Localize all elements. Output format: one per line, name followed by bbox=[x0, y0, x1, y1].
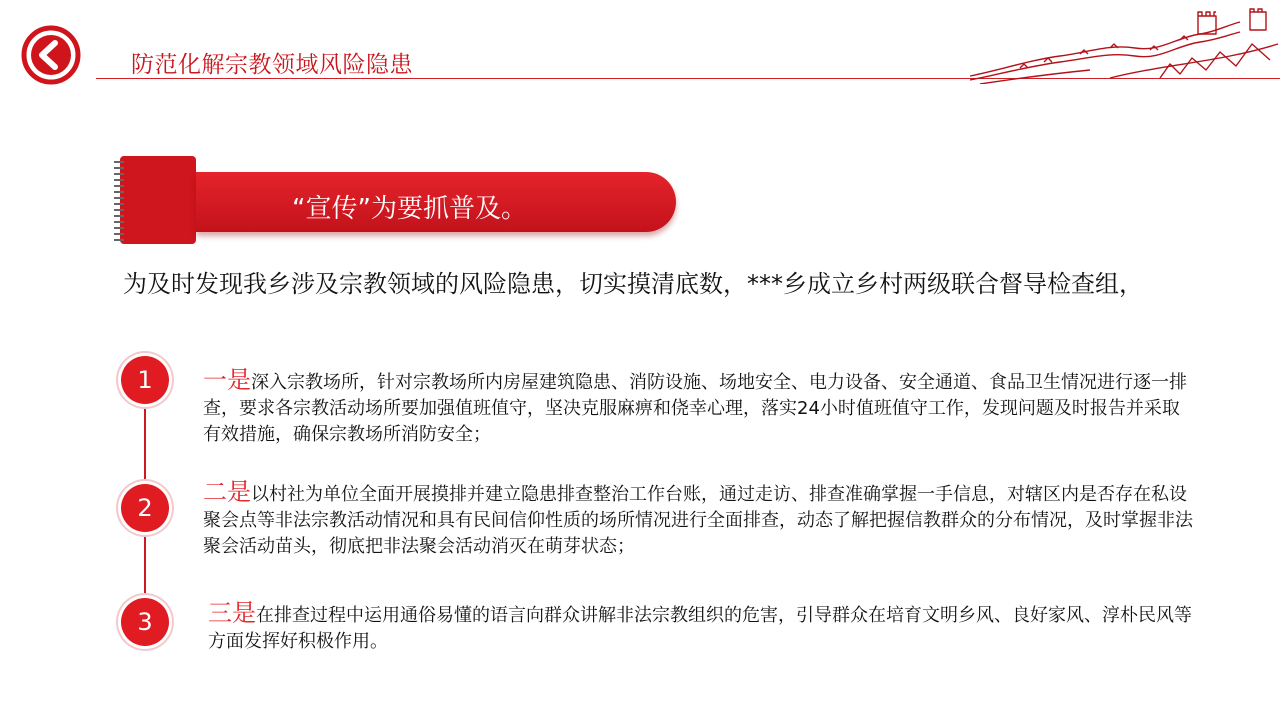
page-title: 防范化解宗教领域风险隐患 bbox=[131, 52, 413, 78]
list-item-2 bbox=[203, 479, 1193, 560]
intro-paragraph: 为及时发现我乡涉及宗教领域的风险隐患，切实摸清底数，***乡成立乡村两级联合督导检查组， bbox=[123, 270, 1143, 298]
notebook-icon bbox=[112, 154, 198, 246]
item-text-3: 在排查过程中运用通俗易懂的语言向群众讲解非法宗教组织的危害，引导群众在培育文明乡风、良好家风、淳朴民风等方面发挥好积极作用。 bbox=[208, 605, 1192, 652]
item-lead-2: 二是 bbox=[203, 478, 251, 506]
step-badge-1: 1 bbox=[121, 356, 169, 404]
chevron-left-icon bbox=[20, 24, 82, 86]
list-item-3 bbox=[208, 600, 1198, 655]
back-button[interactable] bbox=[20, 24, 82, 86]
section-banner bbox=[196, 172, 676, 232]
item-lead-1: 一是 bbox=[203, 366, 251, 394]
item-text-1: 深入宗教场所，针对宗教场所内房屋建筑隐患、消防设施、场地安全、电力设备、安全通道、食品卫生情况进行逐一排查，要求各宗教活动场所要加强值班值守，坚决克服麻痹和侥幸心理，落实24小时值班值守工作，发现问题及时报告并采取有效措施，确保宗教场所消防安全； bbox=[203, 372, 1187, 445]
list-item-1 bbox=[203, 367, 1193, 448]
item-lead-3: 三是 bbox=[208, 599, 256, 627]
step-badge-2: 2 bbox=[121, 484, 169, 532]
banner-text: “宣传”为要抓普及。 bbox=[292, 194, 527, 224]
great-wall-illustration bbox=[960, 8, 1280, 84]
item-text-2: 以村社为单位全面开展摸排并建立隐患排查整治工作台账，通过走访、排查准确掌握一手信息，对辖区内是否存在私设聚会点等非法宗教活动情况和具有民间信仰性质的场所情况进行全面排查，动态了解把握信教群众的分布情况，及时掌握非法聚会活动苗头，彻底把非法聚会活动消灭在萌芽状态； bbox=[203, 484, 1193, 557]
step-badge-3: 3 bbox=[121, 598, 169, 646]
